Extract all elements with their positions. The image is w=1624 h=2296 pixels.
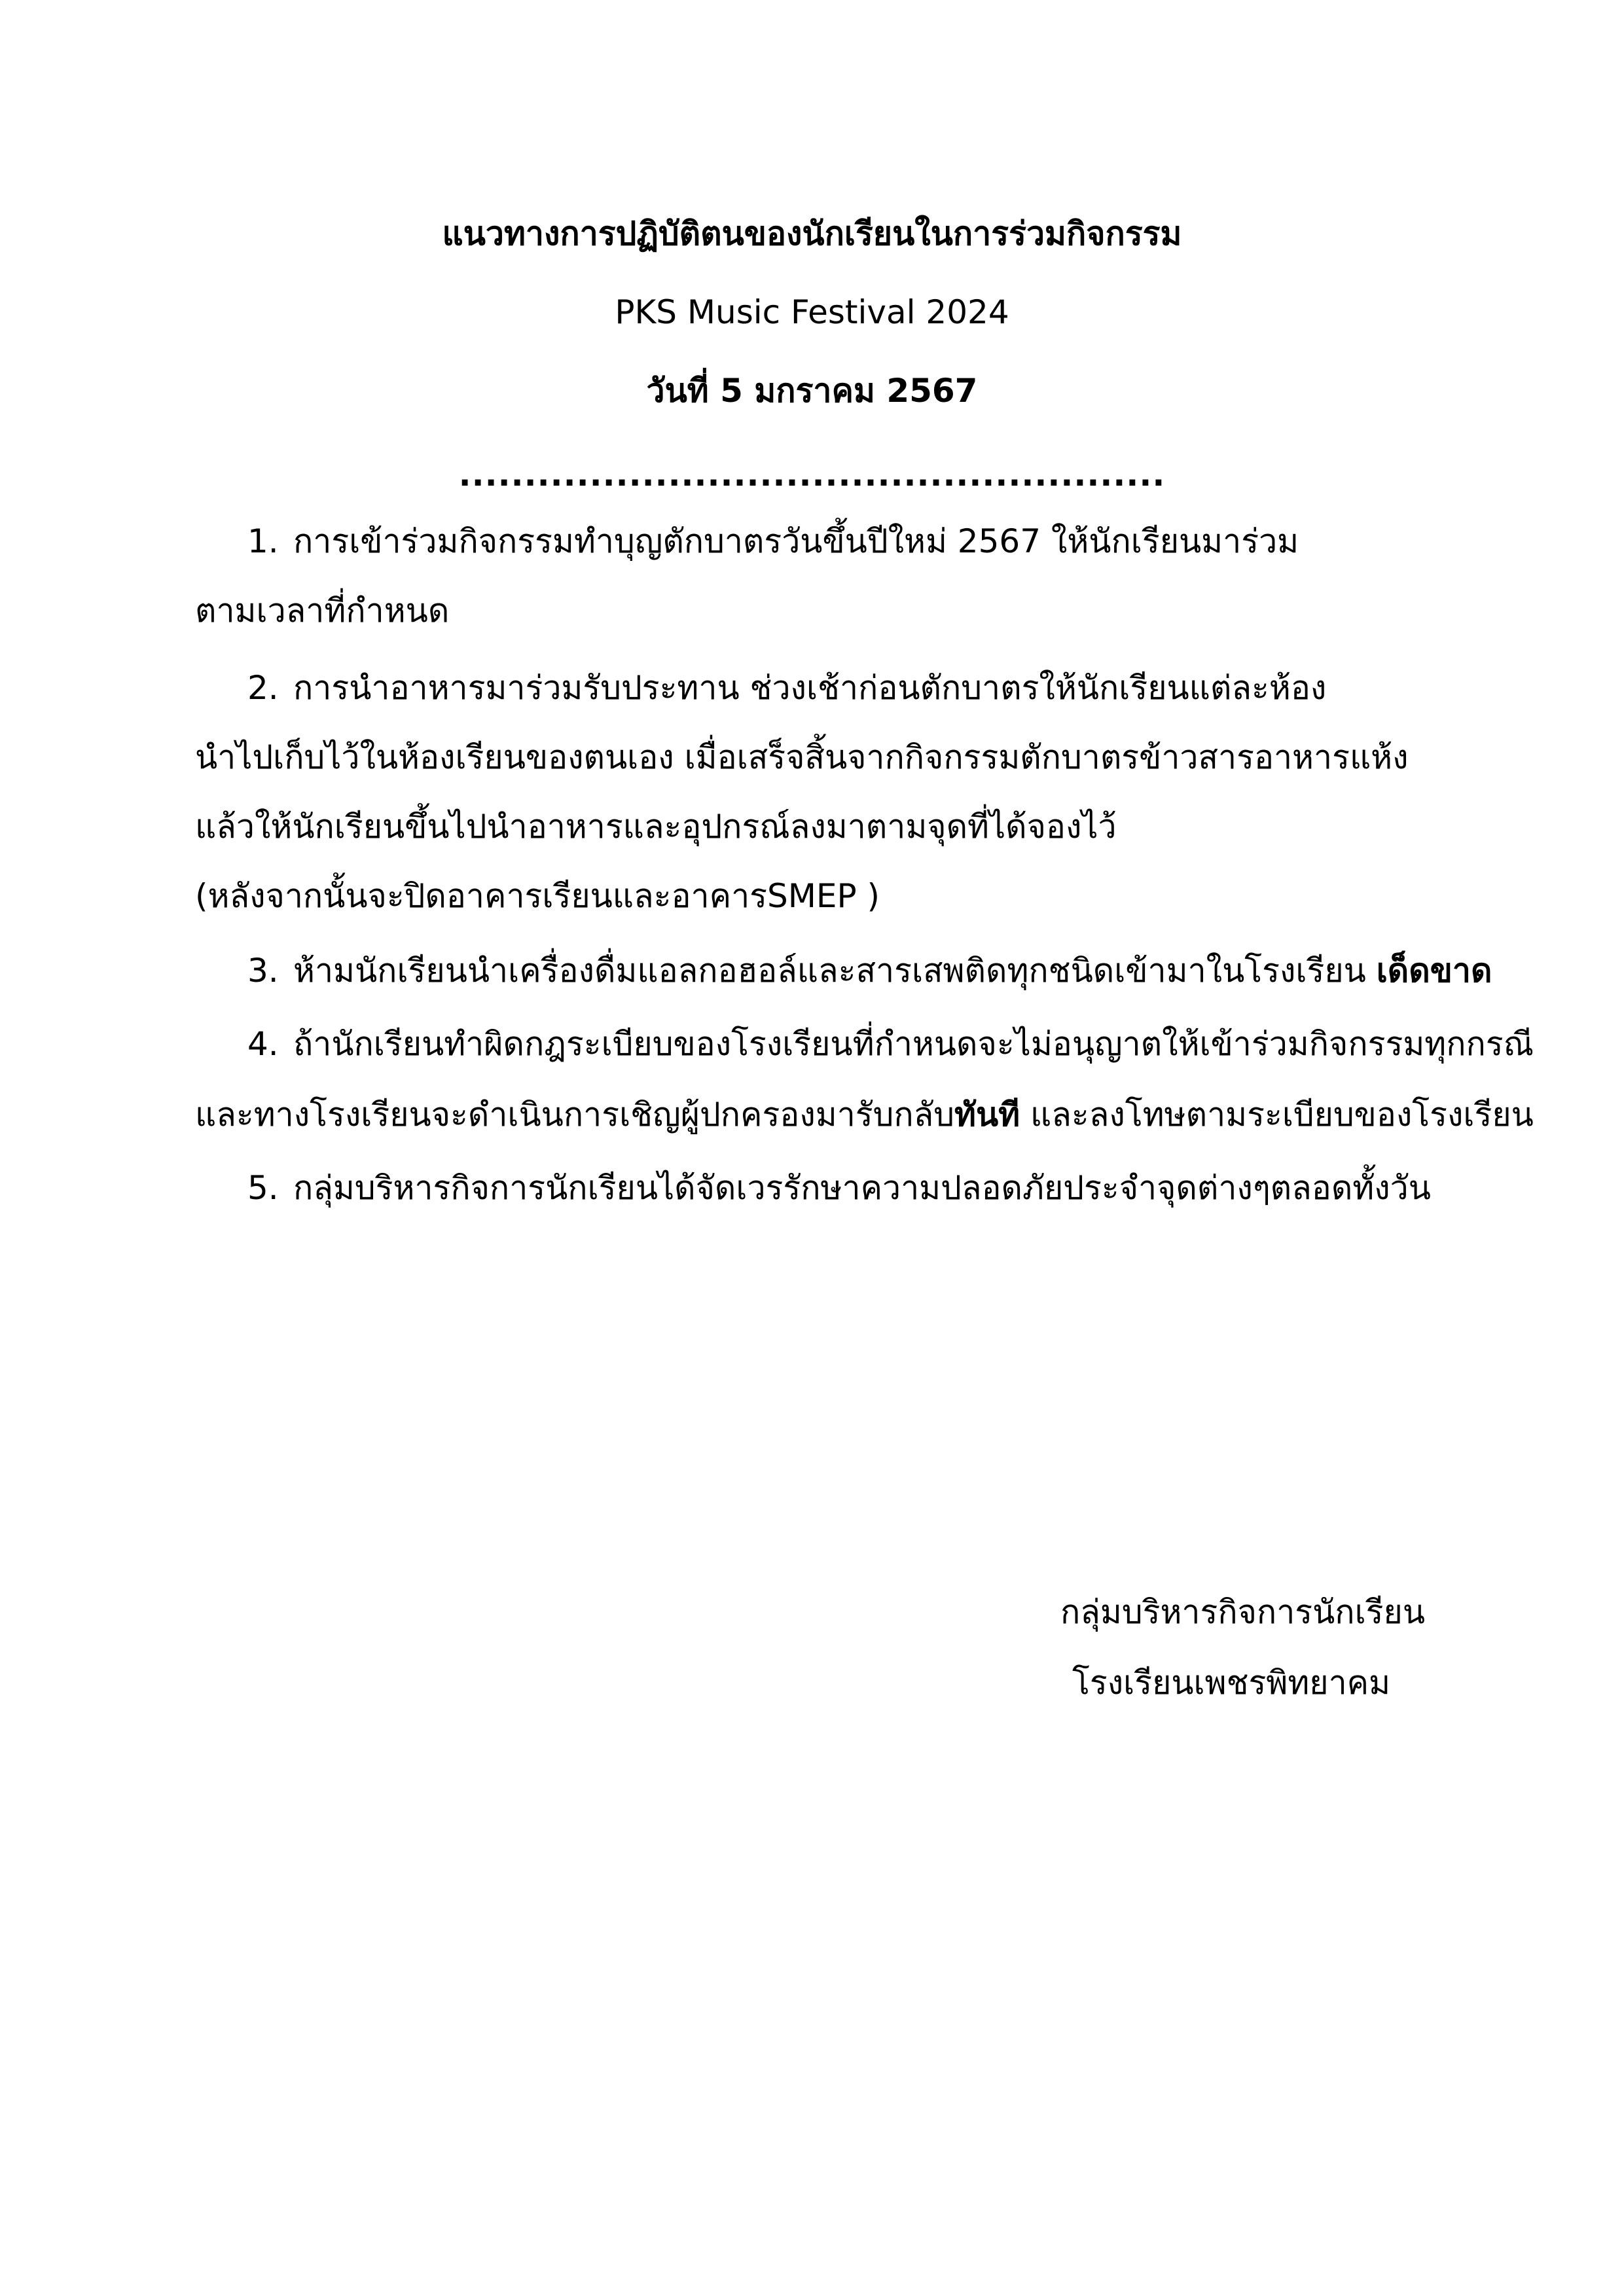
- event-date: วันที่ 5 มกราคม 2567: [646, 372, 978, 410]
- item-number: 4.: [247, 1025, 279, 1063]
- list-item-1-continuation: ตามเวลาที่กำหนด: [195, 592, 450, 630]
- list-item-5: [247, 1165, 1431, 1211]
- document-title: แนวทางการปฏิบัติตนของนักเรียนในการร่วมกิจกรรม: [442, 215, 1182, 253]
- item-number: 2.: [247, 669, 279, 707]
- signature-school: โรงเรียนเพชรพิทยาคม: [1072, 1664, 1391, 1702]
- list-item-4: [247, 1021, 1534, 1067]
- event-name: PKS Music Festival 2024: [615, 293, 1009, 331]
- list-item-1: [247, 518, 1299, 564]
- signature-department: กลุ่มบริหารกิจการนักเรียน: [1060, 1593, 1426, 1631]
- item-text: ห้ามนักเรียนนำเครื่องดื่มแอลกอฮอล์และสารเสพติดทุกชนิดเข้ามาในโรงเรียน: [293, 952, 1366, 990]
- item-text: การนำอาหารมาร่วมรับประทาน ช่วงเช้าก่อนตักบาตรให้นักเรียนแต่ละห้อง: [293, 669, 1327, 707]
- item-number: 3.: [247, 952, 279, 990]
- item-emphasis: ทันที: [954, 1096, 1020, 1134]
- list-item-3: [247, 948, 1492, 994]
- item-number: 1.: [247, 522, 279, 560]
- item-emphasis: เด็ดขาด: [1376, 952, 1492, 990]
- item-text: และลงโทษตามระเบียบของโรงเรียน: [1020, 1096, 1534, 1134]
- item-number: 5.: [247, 1169, 279, 1207]
- list-item-4-continuation: [195, 1092, 1534, 1138]
- item-text: ถ้านักเรียนทำผิดกฎระเบียบของโรงเรียนที่กำหนดจะไม่อนุญาตให้เข้าร่วมกิจกรรมทุกกรณี: [293, 1025, 1534, 1063]
- item-text: กลุ่มบริหารกิจการนักเรียนได้จัดเวรรักษาความปลอดภัยประจำจุดต่างๆตลอดทั้งวัน: [293, 1169, 1431, 1207]
- list-item-2: [247, 665, 1326, 711]
- list-item-2-continuation: (หลังจากนั้นจะปิดอาคารเรียนและอาคารSMEP ): [195, 877, 880, 915]
- list-item-2-continuation: แล้วให้นักเรียนขึ้นไปนำอาหารและอุปกรณ์ลงมาตามจุดที่ได้จองไว้: [195, 808, 1117, 846]
- item-text: และทางโรงเรียนจะดำเนินการเชิญผู้ปกครองมารับกลับ: [195, 1096, 955, 1134]
- dotted-separator: ......................................................: [458, 456, 1166, 493]
- list-item-2-continuation: นำไปเก็บไว้ในห้องเรียนของตนเอง เมื่อเสร็จสิ้นจากกิจกรรมตักบาตรข้าวสารอาหารแห้ง: [195, 738, 1409, 776]
- item-text: การเข้าร่วมกิจกรรมทำบุญตักบาตรวันขึ้นปีใหม่ 2567 ให้นักเรียนมาร่วม: [293, 522, 1299, 560]
